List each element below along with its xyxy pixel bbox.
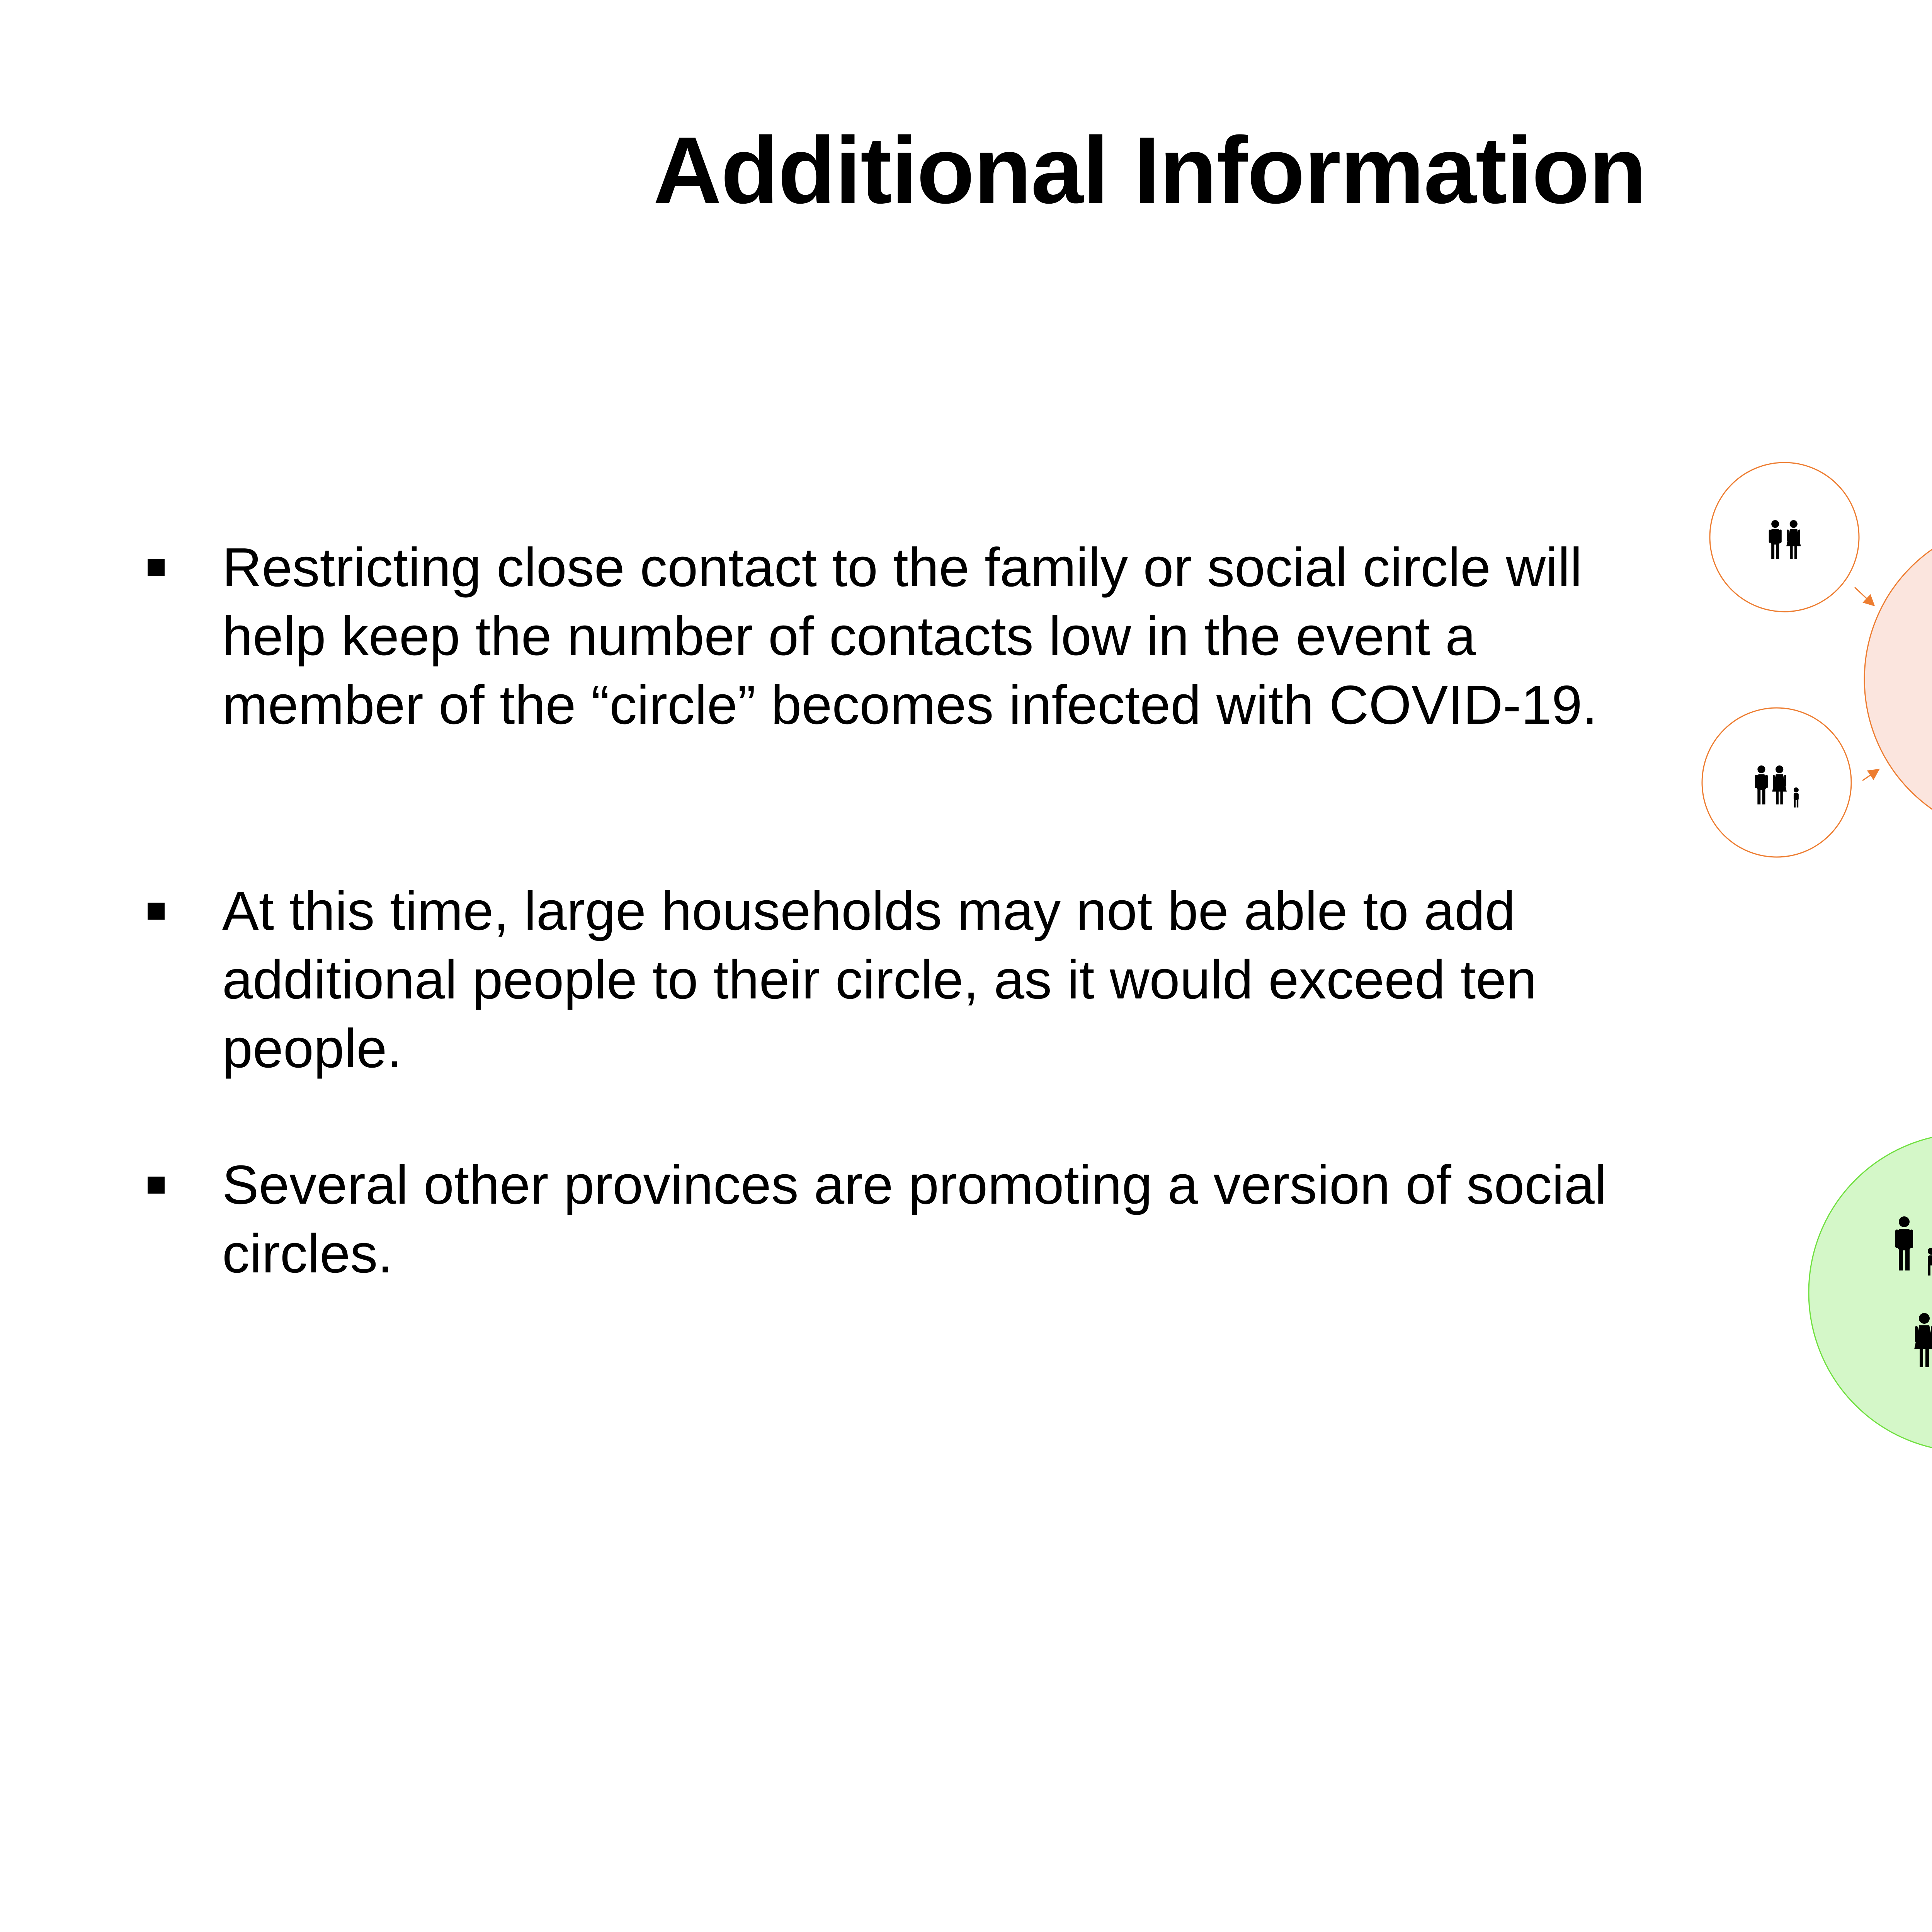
bullet-list <box>139 533 1646 1288</box>
orange-social-circle <box>1702 463 1932 857</box>
bullet-item <box>139 1151 1646 1288</box>
square-bullet-icon <box>148 1177 165 1194</box>
square-bullet-icon <box>148 903 165 920</box>
arrow-line <box>1855 587 1873 605</box>
social-circle-diagrams <box>1662 444 1932 1642</box>
bullet-item <box>139 533 1646 740</box>
bullet-text: Restricting close contact to the family or social circle will help keep the number of contacts low in the event a member of the “circle” becomes infected with COVID-19. <box>222 537 1598 736</box>
orange-main-circle <box>1864 521 1932 838</box>
green-social-circle <box>1809 1122 1932 1615</box>
bullet-text: At this time, large households may not be able to add additional people to their circle, as it would exceed ten people. <box>222 880 1537 1079</box>
green-main-circle <box>1809 1133 1932 1452</box>
square-bullet-icon <box>148 559 165 576</box>
slide-title: Additional Information <box>653 117 1646 223</box>
bullet-item <box>139 877 1646 1083</box>
bullet-text: Several other provinces are promoting a version of social circles. <box>222 1154 1607 1284</box>
arrow-line <box>1862 770 1878 781</box>
orange-satellite-circle <box>1710 463 1859 612</box>
